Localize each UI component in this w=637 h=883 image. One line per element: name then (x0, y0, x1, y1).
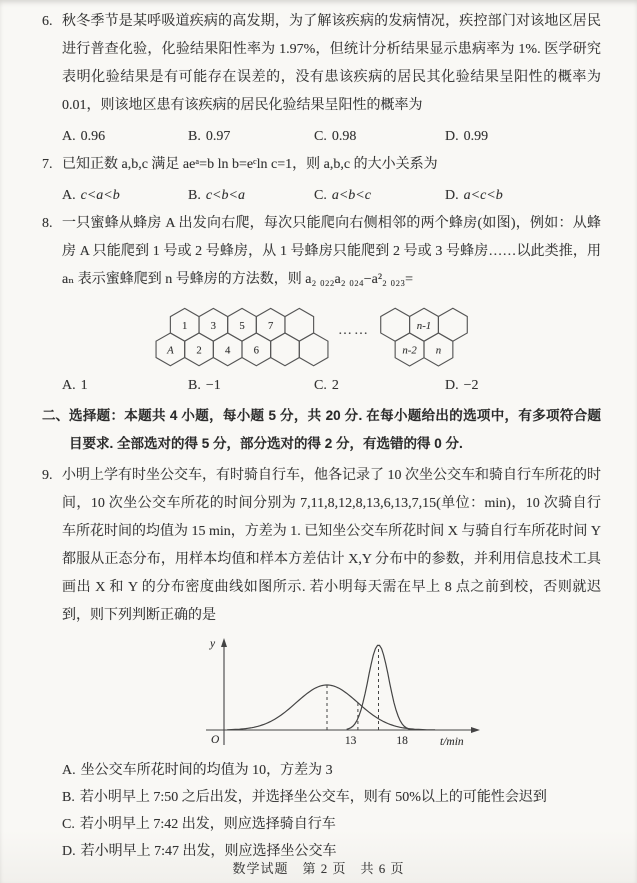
hexagon-label: 3 (210, 319, 217, 332)
option-label: B. (188, 129, 201, 144)
option-label: B. (188, 188, 201, 203)
option-label: A. (62, 763, 76, 778)
option-a (62, 372, 188, 400)
option-a (62, 757, 601, 784)
hexagon-cell (271, 333, 300, 366)
hexagon-label: 6 (253, 344, 260, 357)
option-d (445, 182, 601, 210)
option-label: D. (445, 378, 459, 393)
question-number: 6. (42, 14, 53, 29)
option-text: 坐公交车所花时间的均值为 10，方差为 3 (80, 763, 333, 778)
option-a (62, 123, 188, 151)
option-value: 0.99 (463, 129, 489, 144)
question-8-options (62, 372, 601, 400)
hexagon-cell (285, 308, 314, 341)
option-label: A. (62, 188, 76, 203)
question-text: 秋冬季节是某呼吸道疾病的高发期，为了解该疾病的发病情况，疾控部门对该地区居民进行普查化验，化验结果阳性率为 1.97%，但统计分析结果显示患病率为 1%. 医学研究表明化验结果是有可能存在误差的，没有患该疾病的居民其化验结果呈阳性的概率为 0.01，则该地区患有该疾病的居民化验结果呈阳性的概率为 (62, 14, 601, 113)
option-label: A. (62, 129, 76, 144)
hexagon-label: 1 (182, 319, 188, 332)
y-axis-arrow-icon (221, 638, 227, 647)
hexagon-label: n (435, 344, 442, 357)
hexagon-label: 7 (267, 319, 274, 332)
question-8 (42, 210, 601, 294)
hexagon-cell (381, 308, 410, 341)
option-c (314, 123, 445, 151)
question-text: 已知正数 a,b,c 满足 aeᵃ=b ln b=eᶜln c=1，则 a,b,c 的大小关系为 (62, 157, 438, 172)
y-axis-label: y (210, 638, 216, 650)
option-b (188, 182, 314, 210)
question-6-options (62, 123, 601, 151)
hexagon-label: 2 (196, 344, 202, 357)
option-value: c<a<b (80, 188, 120, 203)
option-value: 2 (331, 378, 339, 393)
density-plot-figure (190, 633, 601, 755)
option-value: 0.98 (331, 129, 357, 144)
question-9-options (62, 757, 601, 865)
hexagon-label: n-1 (416, 319, 432, 332)
question-text: 一只蜜蜂从蜂房 A 出发向右爬，每次只能爬向右侧相邻的两个蜂房(如图)，例如：从蜂房 A 只能爬到 1 号或 2 号蜂房，从 1 号蜂房只能爬到 2 号或 3 号蜂房……以此类推，用 aₙ 表示蜜蜂爬到 n 号蜂房的方法数，则 a₂ ₀₂₂a₂ ₀₂₄−a²₂ ₀₂₃= (62, 216, 601, 287)
option-value: a<b<c (331, 188, 371, 203)
option-a (62, 182, 188, 210)
option-text: 若小明早上 7:47 出发，则应选择坐公交车 (80, 844, 337, 859)
bus-time-density-curve (227, 685, 435, 730)
section-number: 二、 (42, 408, 69, 423)
hexagon-label: 4 (224, 344, 231, 357)
density-plot (190, 633, 490, 751)
hexagon-label: n-2 (402, 344, 417, 357)
option-value: 1 (80, 378, 88, 393)
option-value: −1 (205, 378, 221, 393)
section-text: 选择题：本题共 4 小题，每小题 5 分，共 20 分. 在每小题给出的选项中，有多项符合题目要求. 全部选对的得 5 分，部分选对的得 2 分，有选错的得 0 分. (69, 408, 601, 451)
question-9 (42, 462, 601, 630)
option-b (188, 372, 314, 400)
x-tick-label-13: 13 (344, 735, 357, 747)
option-label: C. (314, 129, 327, 144)
option-value: −2 (463, 378, 479, 393)
option-label: A. (62, 378, 76, 393)
question-number: 8. (42, 216, 53, 231)
option-label: C. (62, 817, 75, 832)
option-label: B. (62, 790, 75, 805)
option-c (62, 811, 601, 838)
option-c (314, 182, 445, 210)
bike-time-density-curve (347, 645, 415, 729)
option-label: C. (314, 378, 327, 393)
option-label: C. (314, 188, 327, 203)
option-value: 0.96 (80, 129, 106, 144)
option-d (445, 372, 601, 400)
hexagon-label: A (167, 344, 174, 357)
x-axis-label: t/min (440, 736, 464, 748)
option-b (62, 784, 601, 811)
option-b (188, 123, 314, 151)
origin-label: O (211, 734, 220, 746)
hexagon-cell (438, 308, 467, 341)
question-text: 小明上学有时坐公交车，有时骑自行车，他各记录了 10 次坐公交车和骑自行车所花的时间，10 次坐公交车所花的时间分别为 7,11,8,12,8,13,6,13,7,15(单位：min)，10 次骑自行车所花时间的均值为 15 min，方差为 1. 已知坐公交车所花时间 X 与骑自行车所花时间 Y 都服从正态分布，用样本均值和样本方差估计 X,Y 分布中的参数，并利用信息技术工具画出 X 和 Y 的分布密度曲线如图所示. 若小明每天需在早上 8 点之前到校，否则就迟到，则下列判断正确的是 (62, 468, 601, 623)
option-value: c<b<a (205, 188, 245, 203)
option-c (314, 372, 445, 400)
question-number: 9. (42, 468, 53, 483)
option-label: D. (445, 129, 459, 144)
honeycomb-figure (154, 298, 601, 370)
option-label: B. (188, 378, 201, 393)
option-value: a<c<b (463, 188, 503, 203)
ellipsis-dots: …… (338, 323, 370, 338)
page-footer: 数学试题 第 2 页 共 6 页 (232, 861, 405, 876)
honeycomb-right-group (378, 300, 470, 368)
question-7-options (62, 182, 601, 210)
question-6 (42, 8, 601, 120)
option-text: 若小明早上 7:50 之后出发，并选择坐公交车，则有 50%以上的可能性会迟到 (79, 790, 547, 805)
option-text: 若小明早上 7:42 出发，则应选择骑自行车 (79, 817, 336, 832)
hexagon-label: 5 (239, 319, 245, 332)
x-tick-label-18: 18 (396, 735, 408, 747)
option-value: 0.97 (205, 129, 231, 144)
honeycomb-left-group (154, 300, 330, 368)
option-d (445, 123, 601, 151)
hexagon-cell (299, 333, 328, 366)
x-axis-arrow-icon (471, 727, 480, 733)
question-7 (42, 151, 601, 179)
question-number: 7. (42, 157, 53, 172)
section-2-header (42, 402, 601, 458)
option-label: D. (445, 188, 459, 203)
option-label: D. (62, 844, 76, 859)
